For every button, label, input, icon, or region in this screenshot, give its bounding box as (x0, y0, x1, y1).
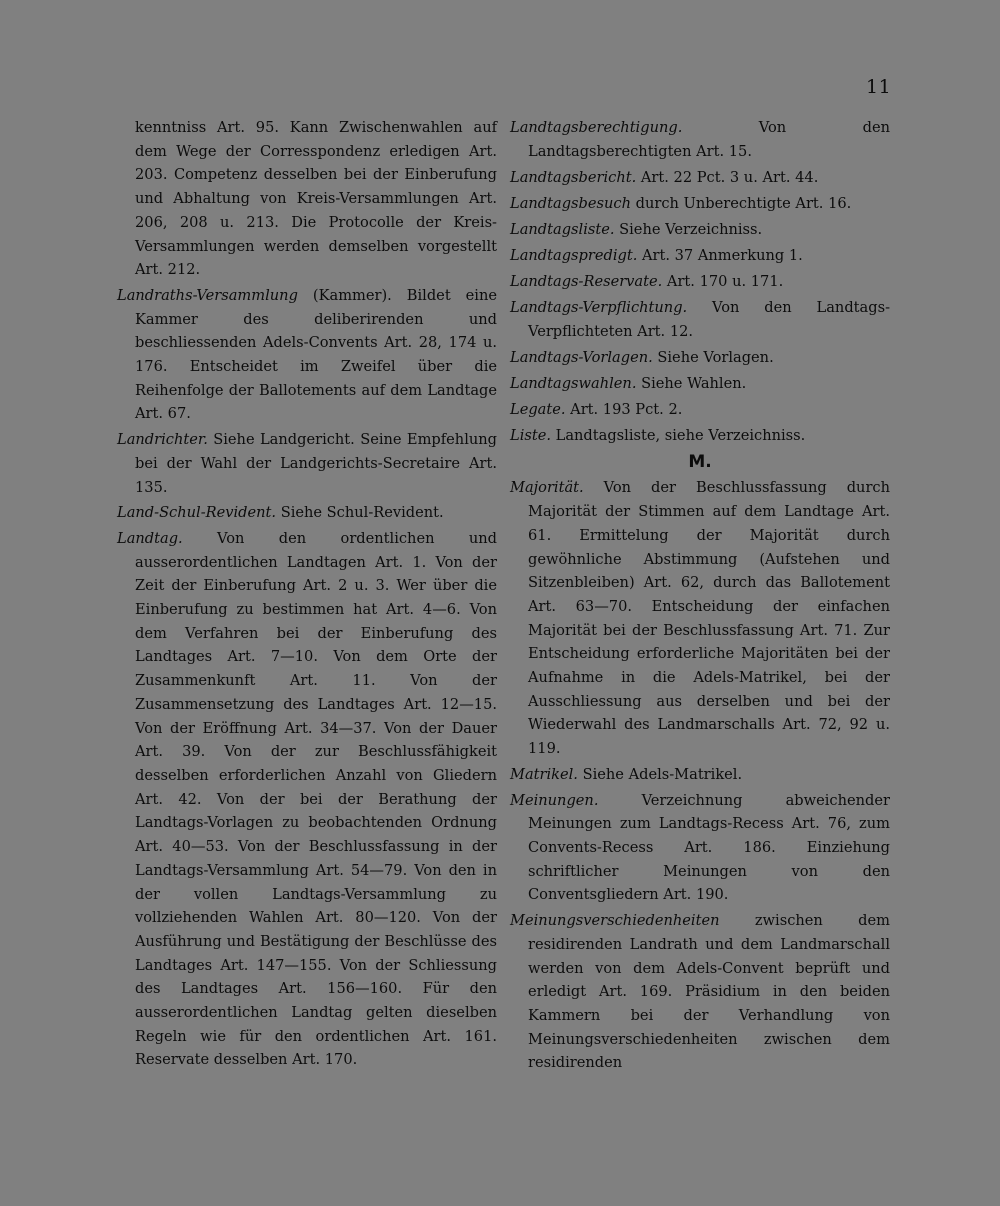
index-entry (117, 116, 497, 282)
section-heading: M. (688, 452, 712, 473)
entry-keyword: Legate. (510, 401, 566, 419)
entry-text: Landtagsliste, siehe Verzeichniss. (551, 427, 806, 445)
entry-text: kenntniss Art. 95. Kann Zwischenwahlen auf dem Wege der Corresspondenz erledigen Art. 203. Competenz desselben bei der Einberufung und Abhaltung von Kreis-Versammlungen Art. 206, 208 u. 213. Die Protocolle der Kreis-Versammlungen werden demselben vorgestellt Art. 212. (135, 119, 497, 279)
index-entry (510, 909, 890, 1075)
entry-keyword: Landtagspredigt. (510, 247, 638, 265)
right-column (510, 116, 890, 1077)
entry-keyword: Landtagsbesuch (510, 194, 631, 212)
entry-keyword: Landrichter. (117, 431, 208, 449)
index-entry (117, 527, 497, 1072)
index-entry (510, 476, 890, 760)
entry-text: Siehe Adels-Matrikel. (577, 765, 743, 783)
index-entry (510, 424, 890, 448)
entry-text: Verzeichnung abweichender Meinungen zum Landtags-Recess Art. 76, zum Convents-Recess Art. 186. Einziehung schriftlicher Meinungen von den Conventsgliedern Art. 190. (528, 791, 890, 904)
entry-keyword: Landtag. (117, 529, 183, 547)
entry-keyword: Landtagsbericht. (510, 168, 637, 186)
entry-text: Siehe Schul-Revident. (276, 504, 444, 522)
index-entry (117, 284, 497, 426)
entry-keyword: Landtagsberechtigung. (510, 119, 683, 136)
index-entry (510, 116, 890, 163)
index-entry (510, 763, 890, 787)
index-entry (117, 501, 497, 525)
entry-keyword: Meinungen. (510, 791, 599, 809)
index-entry (510, 218, 890, 242)
entry-text: Von den ordentlichen und ausserordentlichen Landtagen Art. 1. Von der Zeit der Einberufung Art. 2 u. 3. Wer über die Einberufung zu bestimmen hat Art. 4—6. Von dem Verfahren bei der Einberufung des Landtages Art. 7—10. Von dem Orte der Zusammenkunft Art. 11. Von der Zusammensetzung des Landtages Art. 12—15. Von der Eröffnung Art. 34—37. Von der Dauer Art. 39. Von der zur Beschlussfähigkeit desselben erforderlichen Anzahl von Gliedern Art. 42. Von der bei der Berathung der Landtags-Vorlagen zu beobachtenden Ordnung Art. 40—53. Von der Beschlussfassung in der Landtags-Versammlung Art. 54—79. Von den in der vollen Landtags-Versammlung zu vollziehenden Wahlen Art. 80—120. Von der Ausführung und Bestätigung der Beschlüsse des Landtages Art. 147—155. Von der Schliessung des Landtages Art. 156—160. Für den ausserordentlichen Landtag gelten dieselben Regeln wie für den ordentlichen Art. 161. Reservate desselben Art. 170. (135, 529, 497, 1069)
entry-text: zwischen dem residirenden Landrath und dem Landmarschall werden von dem Adels-Convent beprüft und erledigt Art. 169. Präsidium in den beiden Kammern bei der Verhandlung von Meinungsverschiedenheiten zwischen dem residirenden (528, 912, 890, 1072)
entry-keyword: Land-Schul-Revident. (117, 504, 277, 522)
entry-keyword: Meinungsverschiedenheiten (510, 912, 720, 930)
index-entry (510, 244, 890, 268)
index-entry (510, 166, 890, 190)
entry-text: (Kammer). Bildet eine Kammer des deliberirenden und beschliessenden Adels-Convents Art. 28, 174 u. 176. Entscheidet im Zweifel über die Reihenfolge der Ballotements auf dem Landtage Art. 67. (135, 286, 497, 423)
entry-text: Siehe Wahlen. (636, 375, 747, 393)
entry-text: Von den Landtags-Verpflichteten Art. 12. (528, 299, 890, 340)
index-entry (510, 192, 890, 216)
entry-text: Art. 37 Anmerkung 1. (637, 247, 803, 265)
entry-text: Siehe Landgericht. Seine Empfehlung bei der Wahl der Landgerichts-Secretaire Art. 135. (135, 431, 497, 496)
entry-keyword: Landtags-Reservate. (510, 273, 663, 291)
entry-text: Von den Landtagsberechtigten Art. 15. (528, 119, 890, 160)
entry-text: Art. 22 Pct. 3 u. Art. 44. (636, 168, 819, 186)
entry-text: durch Unberechtigte Art. 16. (630, 194, 852, 212)
index-entry (510, 346, 890, 370)
entry-text: Von der Beschlussfassung durch Majorität der Stimmen auf dem Landtage Art. 61. Ermittelung der Majorität durch gewöhnliche Abstimmung (Aufstehen und Sitzenbleiben) Art. 62, durch das Ballotement Art. 63—70. Entscheidung der einfachen Majorität bei der Beschlussfassung Art. 71. Zur Entscheidung erforderliche Majoritäten bei der Aufnahme in die Adels-Matrikel, bei der Ausschliessung aus derselben und bei der Wiederwahl des Landmarschalls Art. 72, 92 u. 119. (528, 479, 890, 758)
entry-text: Art. 170 u. 171. (662, 273, 784, 291)
index-entry (510, 372, 890, 396)
entry-text: Art. 193 Pct. 2. (565, 401, 683, 419)
index-entry (510, 398, 890, 422)
entry-keyword: Landraths-Versammlung (117, 286, 298, 304)
entry-keyword: Matrikel. (510, 765, 578, 783)
entry-keyword: Liste. (510, 427, 551, 445)
entry-text: Siehe Vorlagen. (652, 349, 774, 367)
entry-keyword: Landtagswahlen. (510, 375, 637, 393)
index-entry (510, 789, 890, 908)
index-entry (510, 270, 890, 294)
page-number: 11 (866, 76, 892, 98)
index-entry (510, 296, 890, 343)
entry-keyword: Landtags-Vorlagen. (510, 349, 653, 367)
entry-keyword: Majorität. (510, 479, 584, 497)
left-column (117, 116, 497, 1074)
entry-text: Siehe Verzeichniss. (614, 220, 763, 238)
entry-keyword: Landtagsliste. (510, 220, 615, 238)
index-entry (117, 428, 497, 499)
entry-keyword: Landtags-Verpflichtung. (510, 299, 688, 317)
